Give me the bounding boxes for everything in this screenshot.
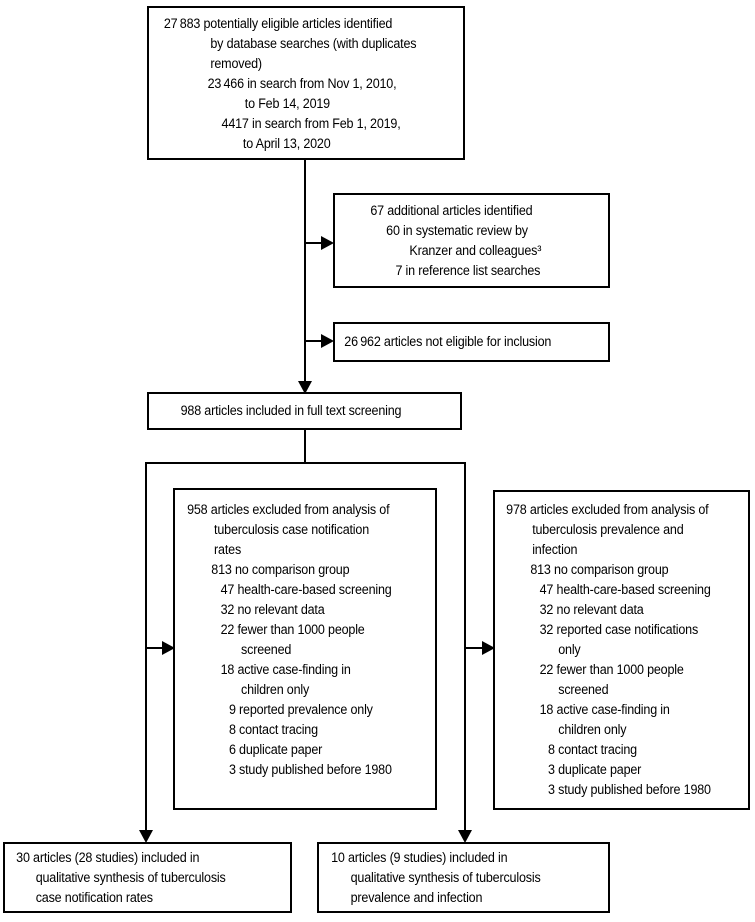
text-line: 47 health-care-based screening: [220, 582, 392, 597]
text-line: case notification rates: [35, 890, 153, 905]
text-line: 67 additional articles identified: [370, 203, 533, 218]
text-line: children only: [558, 722, 627, 737]
box-additional-articles: [333, 193, 610, 288]
text-line: to April 13, 2020: [242, 136, 331, 151]
text-line: Kranzer and colleagues³: [409, 243, 542, 258]
text-line: 988 articles included in full text screening: [180, 403, 402, 418]
text-line: 32 no relevant data: [539, 602, 644, 617]
text-line: 32 reported case notifications: [539, 622, 699, 637]
text-line: 32 no relevant data: [220, 602, 325, 617]
box-included-case-notification: [3, 842, 292, 913]
text-line: 7 in reference list searches: [395, 263, 541, 278]
text-line: 23 466 in search from Nov 1, 2010,: [207, 76, 397, 91]
text-line: 3 duplicate paper: [548, 762, 642, 777]
text-line: infection: [532, 542, 578, 557]
text-line: to Feb 14, 2019: [244, 96, 330, 111]
text-line: 8 contact tracing: [548, 742, 637, 757]
box-not-eligible: [333, 322, 610, 362]
box-included-prevalence-infection: [317, 842, 610, 913]
text-line: 813 no comparison group: [211, 562, 350, 577]
text-line: 3 study published before 1980: [228, 762, 392, 777]
text-line: 18 active case-finding in: [539, 702, 670, 717]
text-line: only: [558, 642, 581, 657]
connector-main-vertical-bottom: [304, 428, 306, 464]
text-line: 8 contact tracing: [228, 722, 318, 737]
text-line: 813 no comparison group: [530, 562, 669, 577]
connector-split-horizontal: [145, 462, 466, 464]
text-line: 9 reported prevalence only: [228, 702, 373, 717]
text-line: 6 duplicate paper: [228, 742, 323, 757]
text-line: removed): [210, 56, 262, 71]
connector-branch-additional: [304, 242, 322, 244]
text-line: tuberculosis case notification: [214, 522, 369, 537]
text-line: screened: [558, 682, 609, 697]
text-line: qualitative synthesis of tuberculosis: [350, 870, 541, 885]
text-line: 4417 in search from Feb 1, 2019,: [221, 116, 401, 131]
text-line: by database searches (with duplicates: [210, 36, 417, 51]
text-line: 60 in systematic review by: [386, 223, 528, 238]
text-line: 958 articles excluded from analysis of: [187, 502, 390, 517]
box-excluded-case-notification: [173, 488, 437, 810]
text-line: 10 articles (9 studies) included in: [331, 850, 508, 865]
box-identified-articles: [147, 6, 465, 160]
text-line: 22 fewer than 1000 people: [220, 622, 365, 637]
box-full-text-screening: [147, 392, 462, 430]
connector-branch-excluded-notification: [145, 647, 163, 649]
connector-main-vertical-top: [304, 158, 306, 382]
connector-branch-not-eligible: [304, 340, 322, 342]
text-line: qualitative synthesis of tuberculosis: [35, 870, 226, 885]
text-line: 978 articles excluded from analysis of: [506, 502, 709, 517]
text-line: 27 883 potentially eligible articles identified: [163, 16, 393, 31]
text-line: 22 fewer than 1000 people: [539, 662, 684, 677]
text-line: 3 study published before 1980: [548, 782, 711, 797]
text-line: 30 articles (28 studies) included in: [16, 850, 200, 865]
text-line: 47 health-care-based screening: [539, 582, 711, 597]
box-excluded-prevalence-infection: [493, 490, 750, 810]
text-line: prevalence and infection: [350, 890, 483, 905]
text-line: screened: [241, 642, 292, 657]
text-line: children only: [241, 682, 310, 697]
text-line: 26 962 articles not eligible for inclusion: [344, 334, 552, 349]
text-line: tuberculosis prevalence and: [532, 522, 684, 537]
connector-branch-excluded-prevalence: [464, 647, 483, 649]
text-line: 18 active case-finding in: [220, 662, 351, 677]
text-line: rates: [214, 542, 242, 557]
